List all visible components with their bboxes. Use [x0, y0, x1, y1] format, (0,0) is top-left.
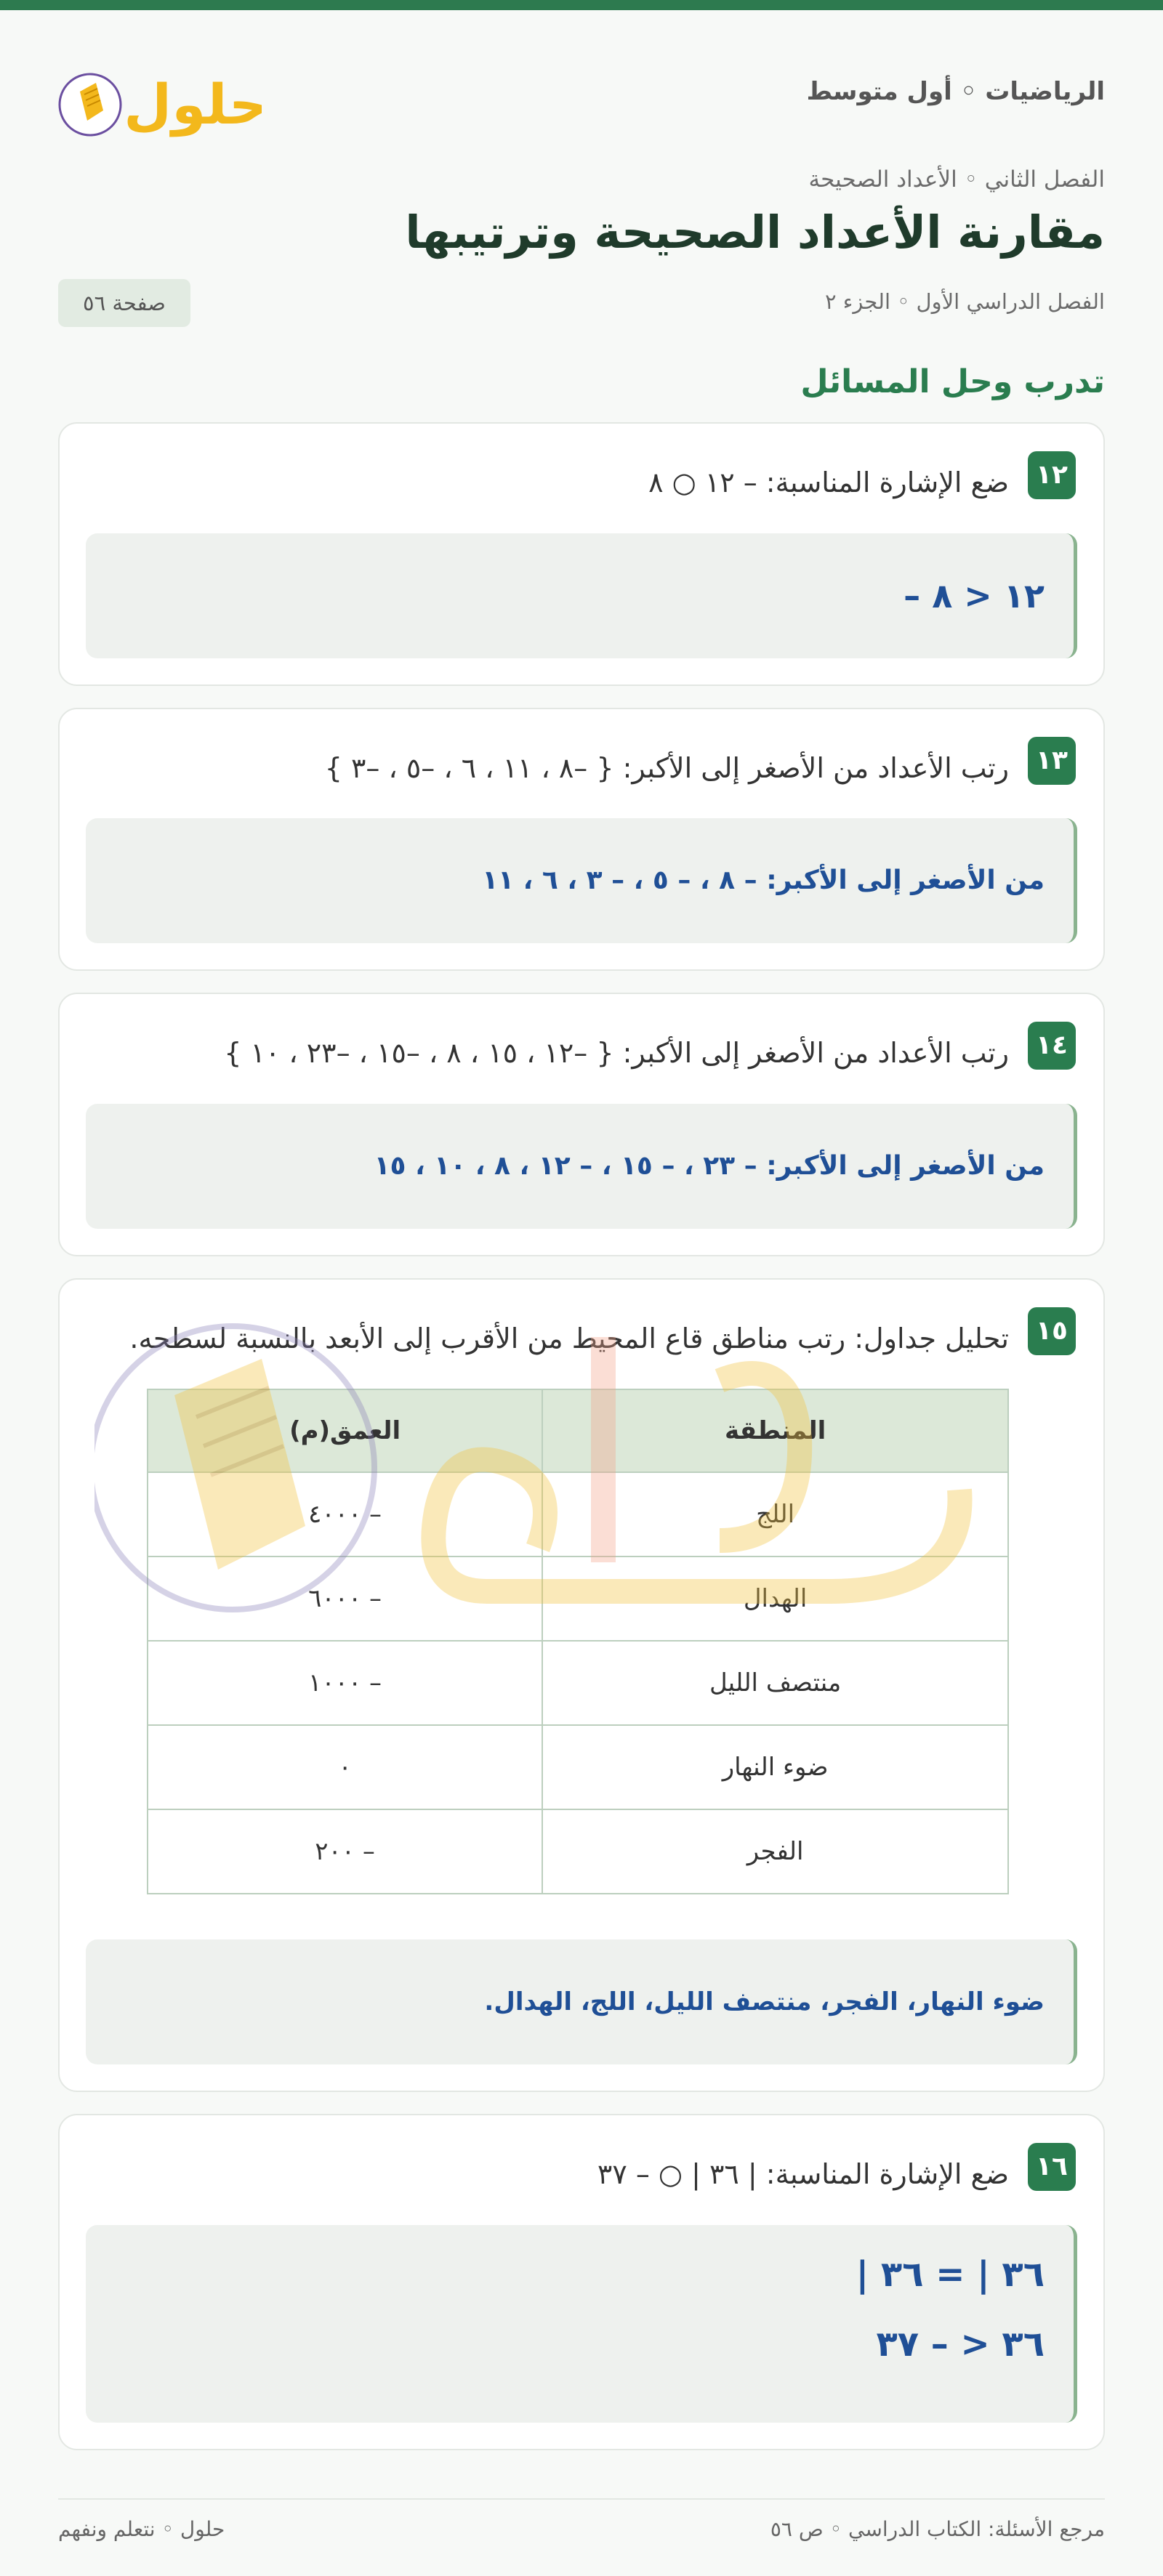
answer-box: [86, 2225, 1077, 2423]
question-number: ١٦: [1028, 2143, 1076, 2191]
page-title: مقارنة الأعداد الصحيحة وترتيبها: [405, 206, 1105, 259]
question-card-14: [58, 993, 1105, 1256]
ocean-zones-table: [147, 1389, 1009, 1894]
question-text: رتب الأعداد من الأصغر إلى الأكبر: { –٨ ، ١١ ، ٦ ، –٥ ، –٣ }: [324, 751, 1009, 784]
top-accent-bar: [0, 0, 1163, 10]
logo-icon: [58, 54, 262, 141]
subject-label: الرياضيات ◦ أول متوسط: [806, 77, 1105, 106]
question-card-15: [58, 1278, 1105, 2093]
table-row: [148, 1725, 1008, 1809]
table-cell: اللج: [542, 1472, 1008, 1556]
table-cell: الفجر: [542, 1809, 1008, 1894]
table-row: [148, 1809, 1008, 1894]
question-number: ١٢: [1028, 451, 1076, 499]
table-row: [148, 1556, 1008, 1641]
chapter-label: الفصل الثاني ◦ الأعداد الصحيحة: [808, 166, 1105, 193]
question-text: ضع الإشارة المناسبة: | ٣٦ | ○ – ٣٧: [597, 2158, 1009, 2190]
question-number: ١٥: [1028, 1307, 1076, 1355]
answer-box: ضوء النهار، الفجر، منتصف الليل، اللج، الهدال.: [86, 1939, 1077, 2064]
question-text: تحليل جداول: رتب مناطق قاع المحيط من الأقرب إلى الأبعد بالنسبة لسطحه.: [129, 1322, 1009, 1354]
answer-line: | ٣٦ | = ٣٦: [856, 2253, 1045, 2295]
question-card-16: [58, 2114, 1105, 2450]
question-text: رتب الأعداد من الأصغر إلى الأكبر: { –١٢ ، ١٥ ، ٨ ، –١٥ ، –٢٣ ، ١٠ }: [224, 1037, 1009, 1069]
table-header-row: [148, 1389, 1008, 1472]
page-header: [58, 10, 1105, 166]
footer-reference: مرجع الأسئلة: الكتاب الدراسي ◦ ص ٥٦: [770, 2517, 1105, 2541]
table-cell: – ٤٠٠٠: [148, 1472, 542, 1556]
answer-box: من الأصغر إلى الأكبر: – ٨ ، – ٥ ، – ٣ ، ٦ ، ١١: [86, 818, 1077, 943]
question-card-12: [58, 422, 1105, 686]
table-cell: – ١٠٠٠: [148, 1641, 542, 1725]
answer-line: ٣٦ < – ٣٧: [876, 2323, 1045, 2365]
column-header: العمق(م): [148, 1389, 542, 1472]
table-row: [148, 1641, 1008, 1725]
page-badge: صفحة ٥٦: [58, 279, 190, 327]
question-text: ضع الإشارة المناسبة: – ١٢ ○ ٨: [648, 467, 1009, 498]
page-content: [0, 10, 1163, 2450]
answer-box: من الأصغر إلى الأكبر: – ٢٣ ، – ١٥ ، – ١٢ ، ٨ ، ١٠ ، ١٥: [86, 1104, 1077, 1229]
meta-row: [58, 279, 1105, 334]
section-title: تدرب وحل المسائل: [800, 363, 1105, 400]
question-number: ١٣: [1028, 737, 1076, 785]
site-logo[interactable]: [58, 54, 262, 141]
table-cell: ٠: [148, 1725, 542, 1809]
semester-label: الفصل الدراسي الأول ◦ الجزء ٢: [824, 289, 1105, 314]
page-footer: [58, 2498, 1105, 2558]
table-cell: – ٢٠٠: [148, 1809, 542, 1894]
answer-box: – ١٢ < ٨: [86, 533, 1077, 658]
column-header: المنطقة: [542, 1389, 1008, 1472]
table-cell: الهدال: [542, 1556, 1008, 1641]
question-card-13: [58, 708, 1105, 972]
logo-text: حلول: [124, 72, 262, 137]
table-row: [148, 1472, 1008, 1556]
table-cell: ضوء النهار: [542, 1725, 1008, 1809]
table-cell: منتصف الليل: [542, 1641, 1008, 1725]
question-number: ١٤: [1028, 1022, 1076, 1070]
table-cell: – ٦٠٠٠: [148, 1556, 542, 1641]
footer-brand[interactable]: حلول ◦ نتعلم ونفهم: [58, 2517, 225, 2541]
